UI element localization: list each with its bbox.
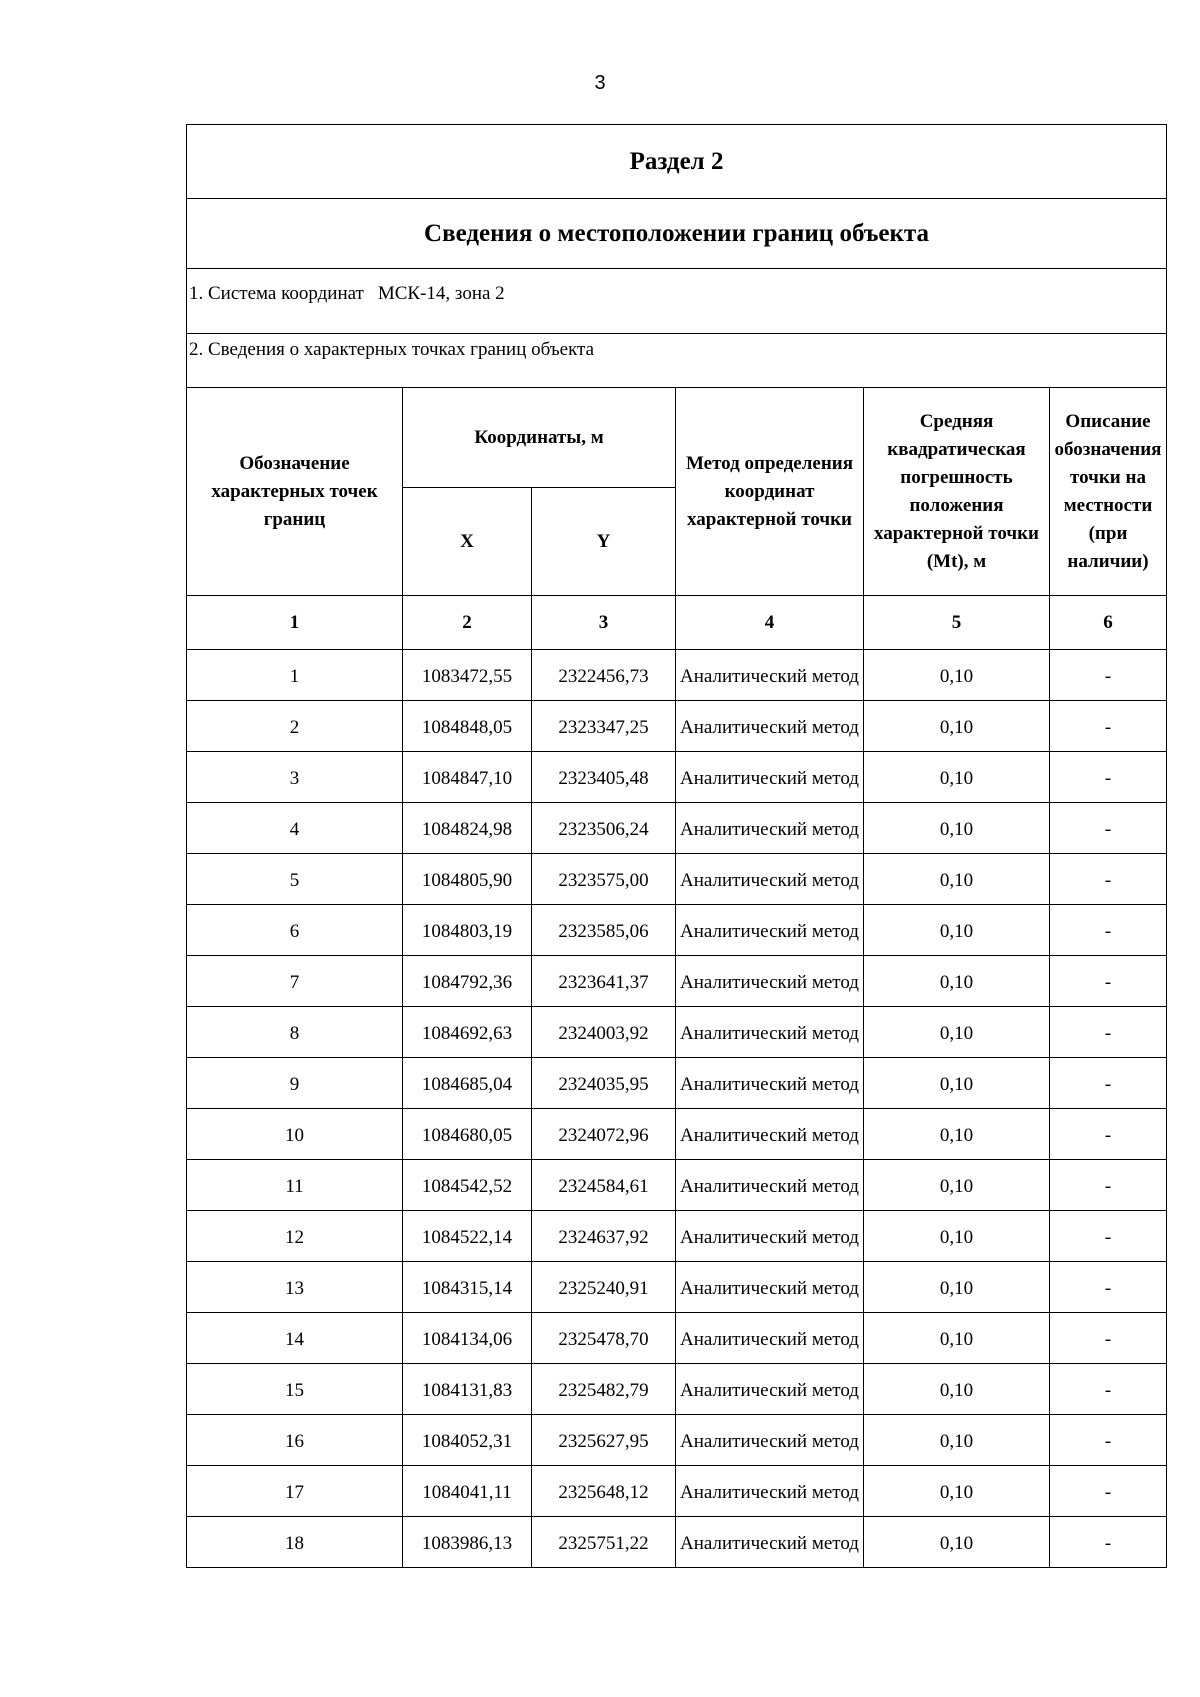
table-row bbox=[187, 1262, 1167, 1313]
cell-description: - bbox=[1050, 701, 1167, 752]
cell-method: Аналитический метод bbox=[676, 905, 864, 956]
table-row bbox=[187, 701, 1167, 752]
cell-description: - bbox=[1050, 905, 1167, 956]
table-row bbox=[187, 1415, 1167, 1466]
cell-y: 2324035,95 bbox=[532, 1058, 676, 1109]
cell-accuracy: 0,10 bbox=[864, 905, 1050, 956]
cell-x: 1084824,98 bbox=[403, 803, 532, 854]
cell-accuracy: 0,10 bbox=[864, 1364, 1050, 1415]
cell-point-number: 14 bbox=[187, 1313, 403, 1364]
cell-accuracy: 0,10 bbox=[864, 701, 1050, 752]
cell-accuracy: 0,10 bbox=[864, 1160, 1050, 1211]
cell-y: 2325648,12 bbox=[532, 1466, 676, 1517]
section-subtitle-row bbox=[187, 199, 1167, 269]
cell-point-number: 4 bbox=[187, 803, 403, 854]
header-accuracy: Средняя квадратическая погрешность положения характерной точки (Mt), м bbox=[864, 388, 1050, 596]
cell-method: Аналитический метод bbox=[676, 701, 864, 752]
cell-x: 1084803,19 bbox=[403, 905, 532, 956]
table-row bbox=[187, 1313, 1167, 1364]
cell-method: Аналитический метод bbox=[676, 854, 864, 905]
cell-accuracy: 0,10 bbox=[864, 650, 1050, 701]
cell-x: 1084680,05 bbox=[403, 1109, 532, 1160]
cell-point-number: 11 bbox=[187, 1160, 403, 1211]
section-title: Раздел 2 bbox=[187, 125, 1167, 199]
cell-x: 1084847,10 bbox=[403, 752, 532, 803]
cell-description: - bbox=[1050, 650, 1167, 701]
cell-y: 2325751,22 bbox=[532, 1517, 676, 1568]
cell-y: 2324072,96 bbox=[532, 1109, 676, 1160]
header-method: Метод определения координат характерной точки bbox=[676, 388, 864, 596]
cell-y: 2325240,91 bbox=[532, 1262, 676, 1313]
cell-accuracy: 0,10 bbox=[864, 1007, 1050, 1058]
cell-y: 2323585,06 bbox=[532, 905, 676, 956]
coordinate-system-row bbox=[187, 269, 1167, 334]
cell-y: 2323347,25 bbox=[532, 701, 676, 752]
cell-x: 1084041,11 bbox=[403, 1466, 532, 1517]
cell-accuracy: 0,10 bbox=[864, 1262, 1050, 1313]
cell-x: 1084692,63 bbox=[403, 1007, 532, 1058]
cell-point-number: 9 bbox=[187, 1058, 403, 1109]
header-coordinates: Координаты, м bbox=[403, 388, 676, 488]
table-row bbox=[187, 956, 1167, 1007]
cell-description: - bbox=[1050, 1364, 1167, 1415]
cell-point-number: 1 bbox=[187, 650, 403, 701]
cell-y: 2323641,37 bbox=[532, 956, 676, 1007]
cell-y: 2323405,48 bbox=[532, 752, 676, 803]
cell-description: - bbox=[1050, 956, 1167, 1007]
cell-description: - bbox=[1050, 1007, 1167, 1058]
section-title-row bbox=[187, 125, 1167, 199]
cell-x: 1084848,05 bbox=[403, 701, 532, 752]
cell-method: Аналитический метод bbox=[676, 1415, 864, 1466]
cell-y: 2325627,95 bbox=[532, 1415, 676, 1466]
cell-point-number: 5 bbox=[187, 854, 403, 905]
header-designation: Обозначение характерных точек границ bbox=[187, 388, 403, 596]
cell-accuracy: 0,10 bbox=[864, 1109, 1050, 1160]
cell-y: 2324637,92 bbox=[532, 1211, 676, 1262]
table-row bbox=[187, 1109, 1167, 1160]
cell-point-number: 16 bbox=[187, 1415, 403, 1466]
cell-accuracy: 0,10 bbox=[864, 1415, 1050, 1466]
cell-accuracy: 0,10 bbox=[864, 1058, 1050, 1109]
cell-y: 2322456,73 bbox=[532, 650, 676, 701]
cell-point-number: 2 bbox=[187, 701, 403, 752]
cell-accuracy: 0,10 bbox=[864, 752, 1050, 803]
cell-method: Аналитический метод bbox=[676, 650, 864, 701]
cell-x: 1084805,90 bbox=[403, 854, 532, 905]
cell-accuracy: 0,10 bbox=[864, 1517, 1050, 1568]
header-row-top bbox=[187, 388, 1167, 488]
cell-method: Аналитический метод bbox=[676, 1109, 864, 1160]
table-row bbox=[187, 650, 1167, 701]
cell-method: Аналитический метод bbox=[676, 1160, 864, 1211]
column-number: 6 bbox=[1050, 596, 1167, 650]
table-row bbox=[187, 752, 1167, 803]
table-row bbox=[187, 1364, 1167, 1415]
cell-x: 1084522,14 bbox=[403, 1211, 532, 1262]
points-heading-row bbox=[187, 334, 1167, 388]
table-row bbox=[187, 1211, 1167, 1262]
table-row bbox=[187, 1058, 1167, 1109]
cell-x: 1084542,52 bbox=[403, 1160, 532, 1211]
boundary-points-table bbox=[186, 124, 1167, 1568]
cell-method: Аналитический метод bbox=[676, 1058, 864, 1109]
cell-description: - bbox=[1050, 803, 1167, 854]
coordinate-system-value: МСК-14, зона 2 bbox=[377, 283, 505, 304]
cell-description: - bbox=[1050, 854, 1167, 905]
column-number: 1 bbox=[187, 596, 403, 650]
column-number: 3 bbox=[532, 596, 676, 650]
cell-y: 2324003,92 bbox=[532, 1007, 676, 1058]
cell-accuracy: 0,10 bbox=[864, 1313, 1050, 1364]
cell-method: Аналитический метод bbox=[676, 1364, 864, 1415]
cell-point-number: 10 bbox=[187, 1109, 403, 1160]
table-row bbox=[187, 1007, 1167, 1058]
cell-x: 1084052,31 bbox=[403, 1415, 532, 1466]
cell-description: - bbox=[1050, 1160, 1167, 1211]
coordinate-system bbox=[187, 269, 1167, 334]
cell-accuracy: 0,10 bbox=[864, 854, 1050, 905]
cell-point-number: 8 bbox=[187, 1007, 403, 1058]
cell-x: 1084792,36 bbox=[403, 956, 532, 1007]
cell-point-number: 6 bbox=[187, 905, 403, 956]
page-number: 3 bbox=[594, 72, 606, 94]
header-x: X bbox=[403, 488, 532, 596]
cell-y: 2323575,00 bbox=[532, 854, 676, 905]
cell-description: - bbox=[1050, 1466, 1167, 1517]
cell-y: 2324584,61 bbox=[532, 1160, 676, 1211]
cell-point-number: 15 bbox=[187, 1364, 403, 1415]
table-row bbox=[187, 854, 1167, 905]
cell-point-number: 13 bbox=[187, 1262, 403, 1313]
cell-x: 1083472,55 bbox=[403, 650, 532, 701]
cell-x: 1084685,04 bbox=[403, 1058, 532, 1109]
cell-y: 2325482,79 bbox=[532, 1364, 676, 1415]
cell-method: Аналитический метод bbox=[676, 1466, 864, 1517]
cell-method: Аналитический метод bbox=[676, 1211, 864, 1262]
cell-x: 1084131,83 bbox=[403, 1364, 532, 1415]
cell-point-number: 18 bbox=[187, 1517, 403, 1568]
cell-description: - bbox=[1050, 752, 1167, 803]
table-row bbox=[187, 1517, 1167, 1568]
table-row bbox=[187, 1466, 1167, 1517]
coordinate-system-label: 1. Система координат bbox=[189, 283, 364, 304]
cell-method: Аналитический метод bbox=[676, 1313, 864, 1364]
cell-description: - bbox=[1050, 1211, 1167, 1262]
table-row bbox=[187, 905, 1167, 956]
column-number: 4 bbox=[676, 596, 864, 650]
cell-x: 1083986,13 bbox=[403, 1517, 532, 1568]
cell-method: Аналитический метод bbox=[676, 956, 864, 1007]
cell-method: Аналитический метод bbox=[676, 1007, 864, 1058]
cell-x: 1084315,14 bbox=[403, 1262, 532, 1313]
cell-accuracy: 0,10 bbox=[864, 1211, 1050, 1262]
points-heading: 2. Сведения о характерных точках границ объекта bbox=[187, 334, 1167, 388]
cell-point-number: 3 bbox=[187, 752, 403, 803]
cell-method: Аналитический метод bbox=[676, 1262, 864, 1313]
header-y: Y bbox=[532, 488, 676, 596]
cell-description: - bbox=[1050, 1313, 1167, 1364]
cell-y: 2325478,70 bbox=[532, 1313, 676, 1364]
cell-x: 1084134,06 bbox=[403, 1313, 532, 1364]
cell-y: 2323506,24 bbox=[532, 803, 676, 854]
cell-description: - bbox=[1050, 1109, 1167, 1160]
cell-description: - bbox=[1050, 1058, 1167, 1109]
column-number: 5 bbox=[864, 596, 1050, 650]
column-numbers-row bbox=[187, 596, 1167, 650]
column-number: 2 bbox=[403, 596, 532, 650]
cell-accuracy: 0,10 bbox=[864, 1466, 1050, 1517]
table-row bbox=[187, 1160, 1167, 1211]
table-row bbox=[187, 803, 1167, 854]
cell-description: - bbox=[1050, 1517, 1167, 1568]
header-description: Описание обозначения точки на местности (при наличии) bbox=[1050, 388, 1167, 596]
cell-point-number: 12 bbox=[187, 1211, 403, 1262]
cell-accuracy: 0,10 bbox=[864, 803, 1050, 854]
cell-description: - bbox=[1050, 1415, 1167, 1466]
section-subtitle: Сведения о местоположении границ объекта bbox=[187, 199, 1167, 269]
cell-method: Аналитический метод bbox=[676, 752, 864, 803]
cell-point-number: 7 bbox=[187, 956, 403, 1007]
cell-accuracy: 0,10 bbox=[864, 956, 1050, 1007]
cell-point-number: 17 bbox=[187, 1466, 403, 1517]
cell-method: Аналитический метод bbox=[676, 803, 864, 854]
cell-method: Аналитический метод bbox=[676, 1517, 864, 1568]
cell-description: - bbox=[1050, 1262, 1167, 1313]
